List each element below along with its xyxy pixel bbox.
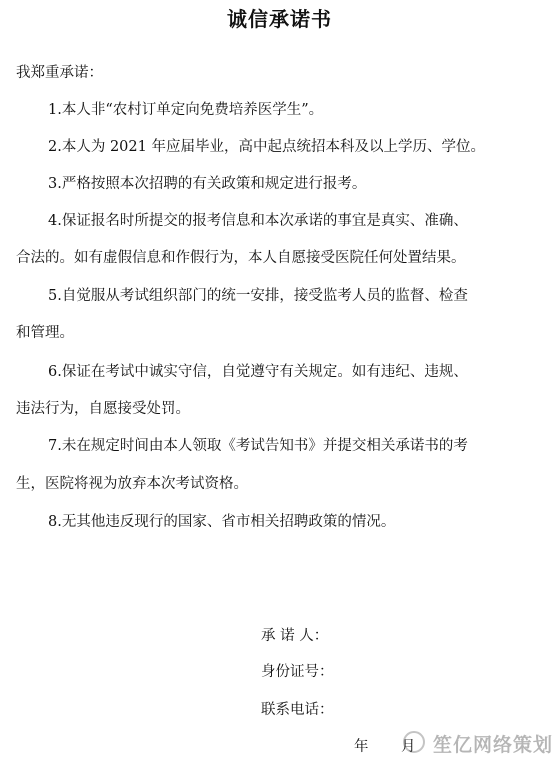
item-7-line-1: 7.未在规定时间由本人领取《考试告知书》并提交相关承诺书的考 <box>48 438 468 454</box>
document-title: 诚信承诺书 <box>227 7 332 31</box>
item-1-line-1: 1.本人非“农村订单定向免费培养医学生”。 <box>48 102 324 118</box>
watermark-logo-icon <box>403 731 425 753</box>
item-2-line-1: 2.本人为 2021 年应届毕业，高中起点统招本科及以上学历、学位。 <box>48 139 485 155</box>
phone-label: 联系电话： <box>261 702 334 718</box>
date-year-label: 年 <box>354 739 369 755</box>
item-3-line-1: 3.严格按照本次招聘的有关政策和规定进行报考。 <box>48 176 367 192</box>
item-4-line-2: 合法的。如有虚假信息和作假行为，本人自愿接受医院任何处置结果。 <box>16 250 466 266</box>
item-6-line-1: 6.保证在考试中诚实守信，自觉遵守有关规定。如有违纪、违规、 <box>48 364 468 380</box>
date-month-label: 月 <box>401 739 416 755</box>
promisor-label: 承 诺 人： <box>261 628 329 644</box>
intro-text: 我郑重承诺： <box>16 65 103 81</box>
id-number-label: 身份证号： <box>261 664 334 680</box>
item-7-line-2: 生，医院将视为放弃本次考试资格。 <box>16 476 248 492</box>
item-6-line-2: 违法行为，自愿接受处罚。 <box>16 401 190 417</box>
item-5-line-1: 5.自觉服从考试组织部门的统一安排，接受监考人员的监督、检查 <box>48 288 468 304</box>
item-4-line-1: 4.保证报名时所提交的报考信息和本次承诺的事宜是真实、准确、 <box>48 213 468 229</box>
item-5-line-2: 和管理。 <box>16 325 74 341</box>
watermark-text: 笙亿网络策划 <box>432 734 553 756</box>
item-8-line-1: 8.无其他违反现行的国家、省市相关招聘政策的情况。 <box>48 514 396 530</box>
